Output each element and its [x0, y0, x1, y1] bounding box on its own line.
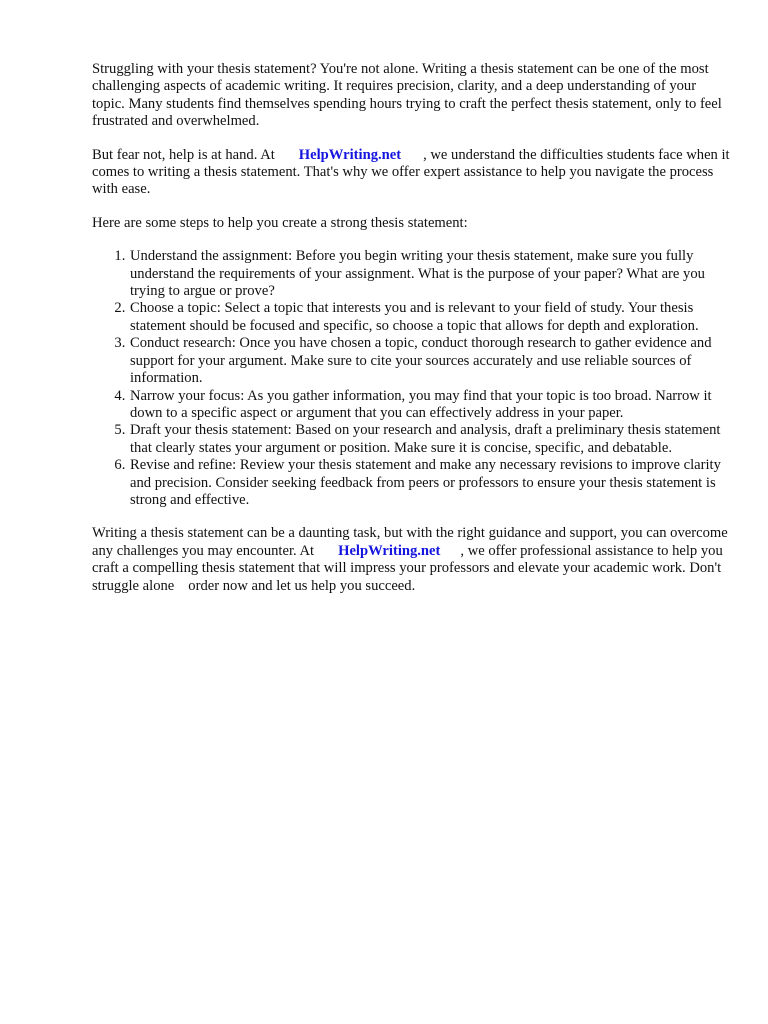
list-item: 5. Draft your thesis statement: Based on your research and analysis, draft a preliminary thesis statement that clearly states your argument or position. Make sure it is concise, specific, and debatable.	[129, 422, 732, 457]
helpwriting-link[interactable]: HelpWriting.net	[298, 146, 402, 163]
list-item: 6. Revise and refine: Review your thesis statement and make any necessary revisions to improve clarity and precision. Consider seeking feedback from peers or professors to ensure your thesis statement is strong and effective.	[129, 457, 732, 509]
help-text-before: But fear not, help is at hand. At	[92, 146, 275, 163]
help-paragraph	[92, 147, 732, 199]
intro-paragraph: Struggling with your thesis statement? You're not alone. Writing a thesis statement can be one of the most challenging aspects of academic writing. It requires precision, clarity, and a deep understanding of your topic. Many students find themselves spending hours trying to craft the perfect thesis statement, only to feel frustrated and overwhelmed.	[92, 61, 722, 130]
list-item: 3. Conduct research: Once you have chosen a topic, conduct thorough research to gather evidence and support for your argument. Make sure to cite your sources accurately and use reliable sources of information.	[129, 335, 732, 387]
closing-text-middle: , we offer professional assistance to help you craft a compelling thesis statement that will impress your professors and elevate your academic work. Don't struggle alone	[92, 542, 723, 594]
document-page	[92, 61, 732, 611]
closing-paragraph	[92, 525, 732, 595]
order-now-text: order now and let us help you succeed.	[188, 577, 416, 594]
list-item: 2. Choose a topic: Select a topic that interests you and is relevant to your field of study. Your thesis statement should be focused and specific, so choose a topic that allows for depth and exploration.	[129, 300, 732, 335]
list-item: 1. Understand the assignment: Before you begin writing your thesis statement, make sure you fully understand the requirements of your assignment. What is the purpose of your paper? What are you trying to argue or prove?	[129, 248, 732, 300]
closing-text-before: Writing a thesis statement can be a daunting task, but with the right guidance and support, you can overcome any challenges you may encounter. At	[92, 525, 728, 559]
help-text-after: , we understand the difficulties students face when it comes to writing a thesis statement. That's why we offer expert assistance to help you navigate the process with ease.	[92, 146, 730, 198]
helpwriting-link-closing[interactable]: HelpWriting.net	[338, 542, 441, 559]
list-item: 4. Narrow your focus: As you gather information, you may find that your topic is too broad. Narrow it down to a specific aspect or argument that you can effectively address in your paper.	[129, 388, 732, 423]
steps-list	[92, 248, 732, 509]
steps-intro: Here are some steps to help you create a strong thesis statement:	[92, 214, 468, 231]
